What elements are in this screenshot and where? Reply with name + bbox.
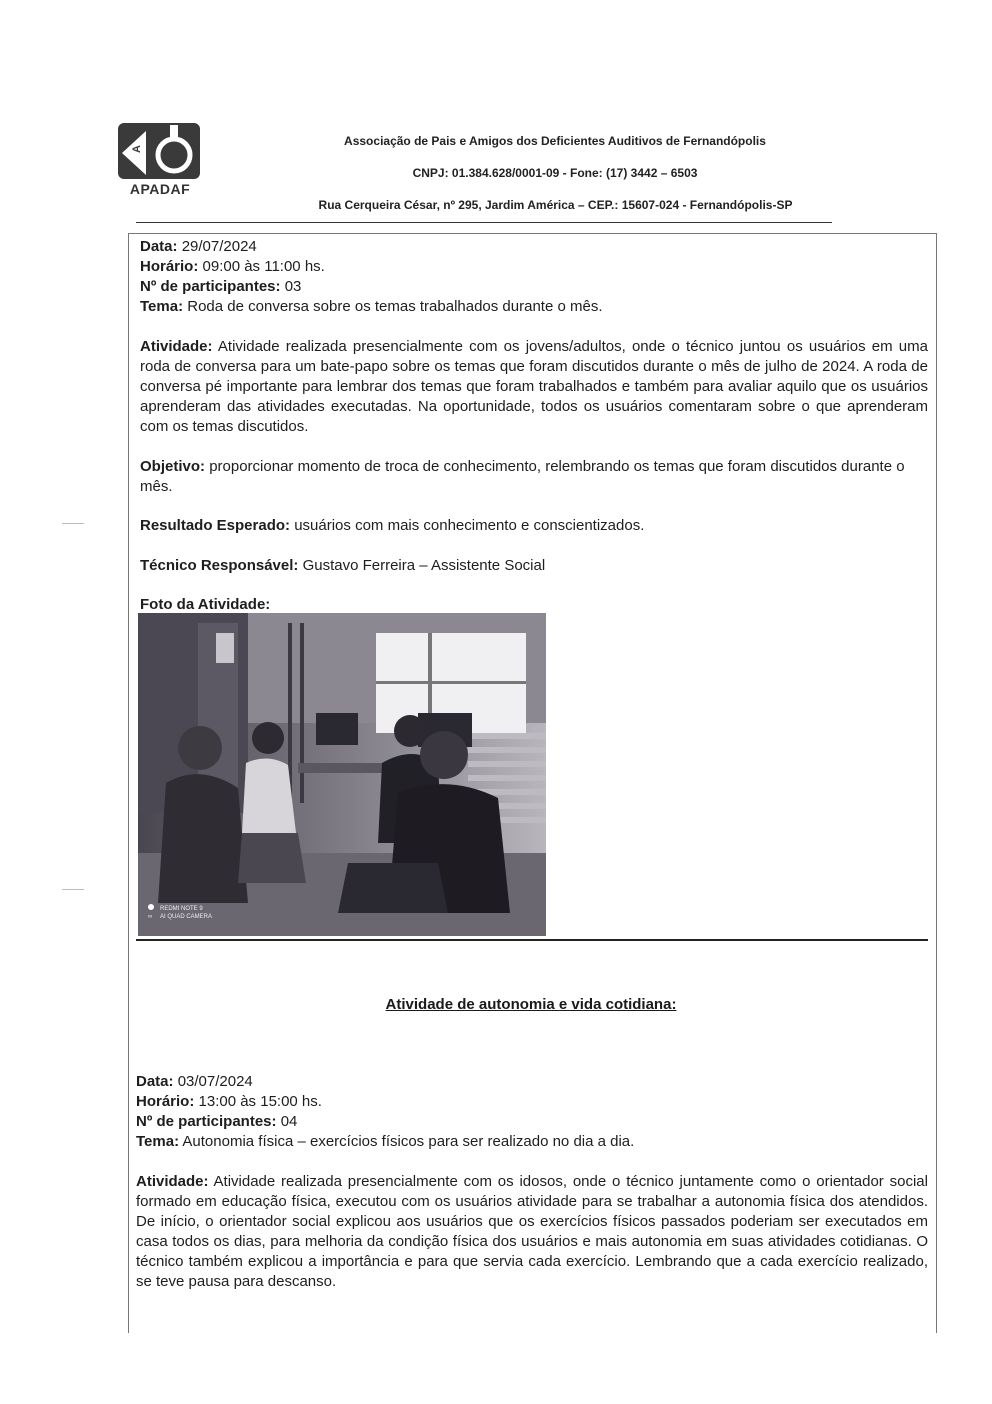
activity2-meta: [136, 1072, 928, 1152]
section-divider: [136, 939, 928, 941]
org-cnpj-phone: CNPJ: 01.384.628/0001-09 - Fone: (17) 3442 – 6503: [412, 166, 698, 180]
org-name: Associação de Pais e Amigos dos Deficientes Auditivos de Fernandópolis: [344, 134, 766, 148]
activity2-description: Atividade: Atividade realizada presencialmente com os idosos, onde o técnico juntamente como o orientador social formado em educação física, executou com os usuários atividade para se trabalhar a autonomia física dos atendidos. De início, o orientador social explicou aos usuários que os exercícios físicos passados poderiam ser executados em casa todos os dias, para melhoria da condição física dos usuários e mais autonomia em suas atividades cotidianas. O técnico também explicou a importância e para que servia cada exercício. Lembrando que a cada exercício realizado, se teve pausa para descanso.: [136, 1173, 928, 1290]
org-address: Rua Cerqueira César, nº 295, Jardim América – CEP.: 15607-024 - Fernandópolis-SP: [318, 198, 793, 212]
activity1-meta: [140, 237, 928, 317]
section2-title: Atividade de autonomia e vida cotidiana:: [385, 996, 677, 1013]
activity-photo: [138, 613, 546, 936]
activity1-date: Data: 29/07/2024: [140, 238, 257, 255]
logo-text: APADAF: [129, 181, 191, 197]
frame-left-border: [128, 233, 129, 1333]
activity2-time: Horário: 13:00 às 15:00 hs.: [136, 1093, 322, 1110]
activity1-photo-label: Foto da Atividade:: [140, 596, 271, 613]
activity2-theme: Tema: Autonomia física – exercícios físicos para ser realizado no dia a dia.: [136, 1133, 635, 1150]
frame-top-border: [128, 233, 936, 234]
header-divider: [136, 222, 832, 223]
svg-text:A: A: [131, 145, 143, 153]
activity1-theme: Tema: Roda de conversa sobre os temas trabalhados durante o mês.: [140, 298, 603, 315]
photo-watermark: REDMI NOTE 9 ∞ AI QUAD CAMERA: [148, 906, 213, 920]
punch-mark: [62, 889, 84, 890]
activity1-participants: Nº de participantes: 03: [140, 278, 302, 295]
activity1-technician: Técnico Responsável: Gustavo Ferreira – Assistente Social: [140, 557, 546, 574]
activity1-expected-result: Resultado Esperado: usuários com mais conhecimento e conscientizados.: [140, 517, 645, 534]
activity1-objective: Objetivo: proporcionar momento de troca de conhecimento, relembrando os temas que foram discutidos durante o mês.: [140, 458, 905, 495]
activity1-description: Atividade: Atividade realizada presencialmente com os jovens/adultos, onde o técnico juntou os usuários em uma roda de conversa para um bate-papo sobre os temas que foram discutidos durante o mês de julho de 2024. A roda de conversa pé importante para lembrar dos temas que foram trabalhados e também para avaliar aquilo que os usuários aprenderam das atividades executadas. Na oportunidade, todos os usuários comentaram sobre o que aprenderam com os temas discutidos.: [140, 338, 928, 435]
activity1-time: Horário: 09:00 às 11:00 hs.: [140, 258, 325, 275]
punch-mark: [62, 523, 84, 524]
frame-right-border: [936, 233, 937, 1333]
activity2-date: Data: 03/07/2024: [136, 1073, 253, 1090]
apadaf-logo: [116, 123, 204, 199]
activity2-participants: Nº de participantes: 04: [136, 1113, 298, 1130]
camera-dot-icon: [148, 904, 154, 910]
